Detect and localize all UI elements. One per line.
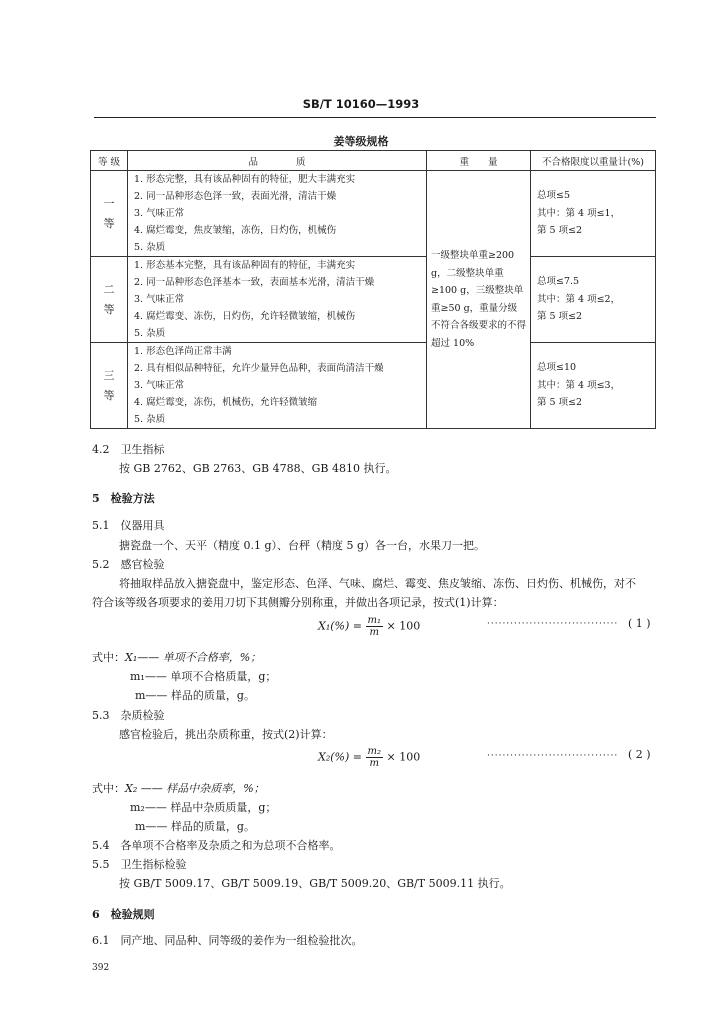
formula-2-number: ( 2 ) [628,748,651,761]
formula-1-number: ( 1 ) [628,617,651,630]
section-6-heading: 6 检验规则 [92,908,155,921]
section-5-5-heading: 5.5 卫生指标检验 [92,858,187,871]
limit-cell: 总项≤7.5 其中：第 4 项≤2， 第 5 项≤2 [531,257,656,343]
section-5-2-heading: 5.2 感官检验 [92,558,165,571]
section-5-4: 5.4 各单项不合格率及杂质之和为总项不合格率。 [92,839,341,852]
formula-1-where: 式中：X₁—— 单项不合格率，%； [92,651,262,664]
grade-spec-table [90,150,656,429]
col-quality: 品 质 [128,151,427,171]
col-weight: 重 量 [427,151,531,171]
grade-cell: 三 等 [91,343,128,429]
section-4-2-text: 按 GB 2762、GB 2763、GB 4788、GB 4810 执行。 [119,462,397,475]
grade-cell: 一 等 [91,171,128,257]
formula-2: X₂(%) = $\frac{\text{m₂}}{m}$ × 100 [318,746,421,769]
formula-1-def: m—— 样品的质量，g。 [135,689,255,702]
quality-cell: 1. 形态基本完整，具有该品种固有的特征，丰满充实 2. 同一品种形态色泽基本一致，表面基本光滑，清洁干燥 3. 气味正常 4. 腐烂霉变、冻伤，日灼伤，允许轻微皱缩，机械伤 5. 杂质 [128,257,427,343]
limit-cell: 总项≤5 其中：第 4 项≤1， 第 5 项≤2 [531,171,656,257]
header-rule [94,117,656,118]
grade-cell: 二 等 [91,257,128,343]
section-5-1-heading: 5.1 仪器用具 [92,519,165,532]
quality-cell: 1. 形态色泽尚正常丰满 2. 具有相似品种特征，允许少量异色品种，表面尚清洁干燥 3. 气味正常 4. 腐烂霉变，冻伤，机械伤，允许轻微皱缩 5. 杂质 [128,343,427,429]
section-5-2-text-1: 将抽取样品放入搪瓷盘中，鉴定形态、色泽、气味、腐烂、霉变、焦皮皱缩、冻伤、日灼伤、机械伤，对不 [119,577,636,590]
section-5-heading: 5 检验方法 [92,492,155,505]
formula-2-where: 式中：X₂ —— 样品中杂质率，%； [92,782,265,795]
section-5-3-heading: 5.3 杂质检验 [92,709,165,722]
table-row-grade-2 [91,257,656,343]
col-limit: 不合格限度以重量计(%) [531,151,656,171]
section-5-5-text: 按 GB/T 5009.17、GB/T 5009.19、GB/T 5009.20、GB/T 5009.11 执行。 [119,877,511,890]
formula-2-leader: ·································· [487,751,619,761]
col-grade: 等 级 [91,151,128,171]
table-title: 姜等级规格 [333,135,389,148]
formula-1-def: m₁—— 单项不合格质量，g； [130,670,277,683]
limit-cell: 总项≤10 其中：第 4 项≤3， 第 5 项≤2 [531,343,656,429]
section-5-1-text: 搪瓷盘一个、天平（精度 0.1 g）、台秤（精度 5 g）各一台，水果刀一把。 [119,539,486,552]
formula-1: X₁(%) = $\frac{\text{m₁}}{m}$ × 100 [318,615,421,638]
section-5-2-text-2: 符合该等级各项要求的姜用刀切下其侧瓣分别称重，并做出各项记录，按式(1)计算： [92,596,504,609]
table-header-row [91,151,656,171]
page-number: 392 [92,963,110,973]
standard-number: SB/T 10160—1993 [302,97,420,111]
table-row-grade-3 [91,343,656,429]
section-4-2-heading: 4.2 卫生指标 [92,443,165,456]
table-row-grade-1 [91,171,656,257]
formula-2-def: m₂—— 样品中杂质质量，g； [130,801,277,814]
formula-1-leader: ·································· [487,619,619,629]
formula-2-def: m—— 样品的质量，g。 [135,820,255,833]
quality-cell: 1. 形态完整，具有该品种固有的特征，肥大丰满充实 2. 同一品种形态色泽一致，表面光滑，清洁干燥 3. 气味正常 4. 腐烂霉变，焦皮皱缩，冻伤，日灼伤，机械伤 5. 杂质 [128,171,427,257]
section-5-3-text: 感官检验后，挑出杂质称重，按式(2)计算： [119,728,333,741]
section-6-1: 6.1 同产地、同品种、同等级的姜作为一组检验批次。 [92,934,363,947]
weight-cell: 一级整块单重≥200 g，二级整块单重≥100 g，三级整块单重≥50 g，重量分级不符合各级要求的不得超过 10% [427,171,531,429]
